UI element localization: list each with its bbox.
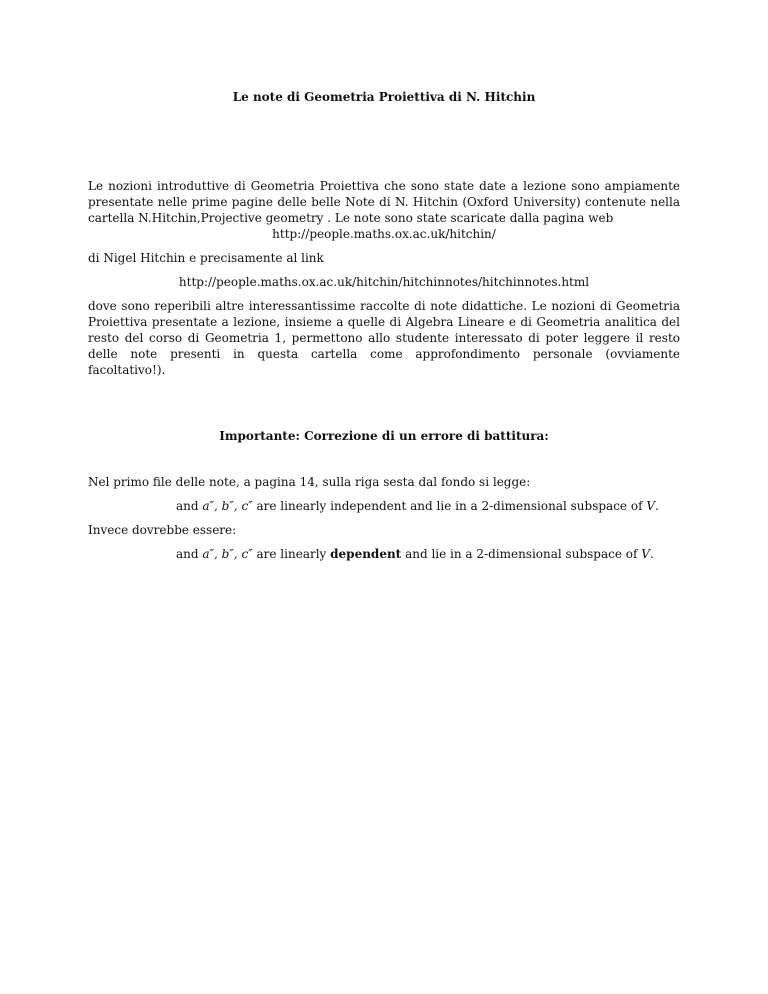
intro-paragraph: Le nozioni introduttive di Geometria Proiettiva che sono state date a lezione sono ampiamente presentate nelle prime pagine delle belle Note di N. Hitchin (Oxford University) contenute nella cartella N.Hitchin,Projective geometry . Le note sono state scaricate dalla pagina web	[88, 179, 680, 225]
url-home: http://people.maths.ox.ac.uk/hitchin/	[272, 227, 496, 241]
wrong-line-middle: are linearly independent and lie in a 2-dimensional subspace of	[256, 499, 643, 513]
correct-text-line	[176, 546, 654, 562]
errata-intro: Nel primo file delle note, a pagina 14, sulla riga sesta dal fondo si legge:	[88, 475, 531, 489]
right-line-space: V	[641, 547, 650, 561]
document-title: Le note di Geometria Proiettiva di N. Hitchin	[232, 90, 536, 104]
right-line-after-bold: and lie in a 2-dimensional subspace of	[405, 547, 638, 561]
wrong-line-space: V	[646, 499, 656, 513]
wrong-line-suffix: .	[655, 499, 659, 513]
right-line-bold-word: dependent	[330, 547, 402, 561]
after-link-paragraph: dove sono reperibili altre interessantissime raccolte di note didattiche. Le nozioni di Geometria Proiettiva presentate a lezione, insieme a quelle di Algebra Lineare e di Geometria analitica del resto del corso di Geometria 1, permettono allo studente interessato di poter leggere il resto delle note presenti in questa cartella come approfondimento personale (ovviamente facoltativo!).	[88, 299, 680, 377]
section-title: Importante: Correzione di un errore di battitura:	[219, 429, 549, 443]
right-line-suffix: .	[649, 547, 654, 561]
wrong-line-vars: a″, b″, c″	[202, 499, 253, 513]
right-line-prefix: and	[176, 547, 199, 561]
link-intro-text: di Nigel Hitchin e precisamente al link	[88, 251, 324, 265]
correction-intro: Invece dovrebbe essere:	[88, 523, 237, 537]
wrong-line-prefix: and	[176, 499, 199, 513]
wrong-text-line	[176, 498, 659, 514]
right-line-vars: a″, b″, c″	[202, 547, 253, 561]
url-notes: http://people.maths.ox.ac.uk/hitchin/hitchinnotes/hitchinnotes.html	[178, 275, 590, 289]
right-line-before-bold: are linearly	[256, 547, 327, 561]
